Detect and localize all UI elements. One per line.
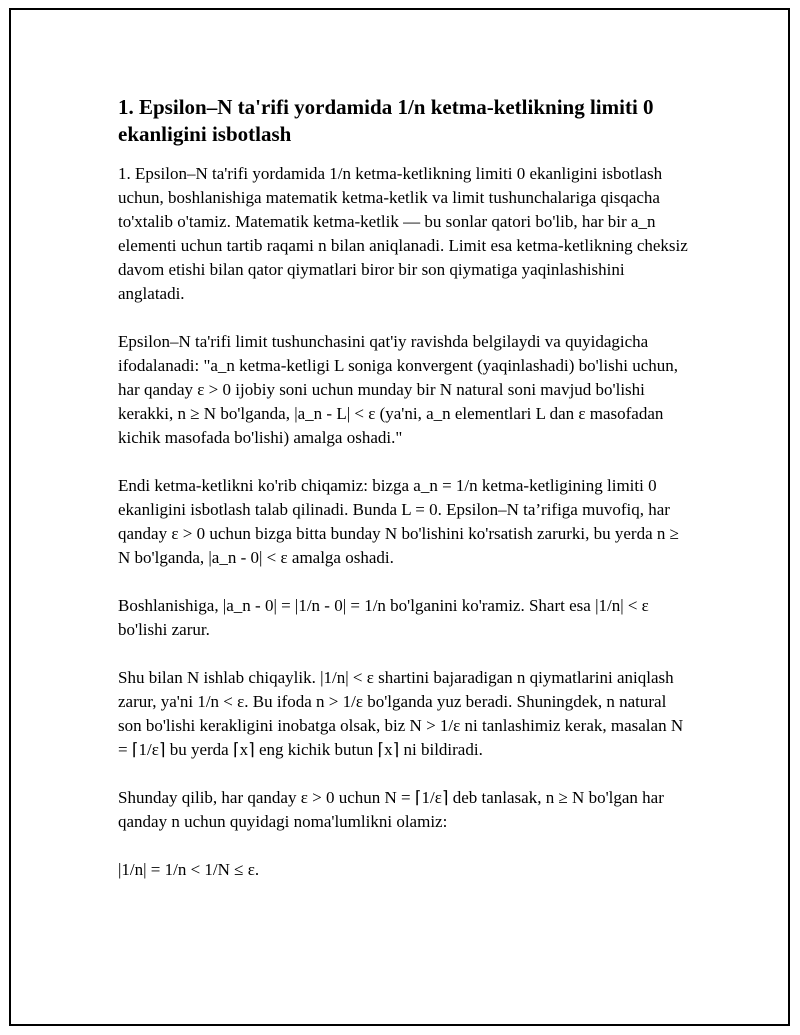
document-body — [118, 94, 690, 906]
document-title: 1. Epsilon–N ta'rifi yordamida 1/n ketma-ketlikning limiti 0 ekanligini isbotlash — [118, 95, 654, 146]
paragraph-sequence: Endi ketma-ketlikni ko'rib chiqamiz: bizga a_n = 1/n ketma-ketligining limiti 0 ekanligini isbotlash talab qilinadi. Bunda L = 0. Epsilon–N ta’rifiga muvofiq, har qanday ε > 0 uchun bizga bitta bunday N bo'lishini ko'rsatish zarurki, bu yerda n ≥ N bo'lganda, |a_n - 0| < ε amalga oshadi. — [118, 476, 679, 567]
paragraph-difference: Boshlanishiga, |a_n - 0| = |1/n - 0| = 1/n bo'lganini ko'ramiz. Shart esa |1/n| < ε bo'lishi zarur. — [118, 596, 649, 639]
paragraph-definition: Epsilon–N ta'rifi limit tushunchasini qat'iy ravishda belgilaydi va quyidagicha ifodalanadi: "a_n ketma-ketligi L soniga konvergent (yaqinlashadi) bo'lishi uchun, har qanday ε > 0 ijobiy soni uchun munday bir N natural soni mavjud bo'lishi kerakki, n ≥ N bo'lganda, |a_n - L| < ε (ya'ni, a_n elementlari L dan ε masofadan kichik masofada bo'lishi) amalga oshadi." — [118, 332, 679, 447]
paragraph-intro: 1. Epsilon–N ta'rifi yordamida 1/n ketma-ketlikning limiti 0 ekanligini isbotlash uchun, boshlanishiga matematik ketma-ketlik va limit tushunchalariga qisqacha to'xtalib o'tamiz. Matematik ketma-ketlik — bu sonlar qatori bo'lib, har bir a_n elementi uchun tartib raqami n bilan aniqlanadi. Limit esa ketma-ketlikning cheksiz davom etishi bilan qator qiymatlari biror bir son qiymatiga yaqinlashishini anglatadi. — [118, 164, 688, 303]
paragraph-conclusion: Shunday qilib, har qanday ε > 0 uchun N = ⌈1/ε⌉ deb tanlasak, n ≥ N bo'lgan har qanday n uchun quyidagi noma'lumlikni olamiz: — [118, 788, 664, 831]
paragraph-choose-n: Shu bilan N ishlab chiqaylik. |1/n| < ε shartini bajaradigan n qiymatlarini aniqlash zarur, ya'ni 1/n < ε. Bu ifoda n > 1/ε bo'lganda yuz beradi. Shuningdek, n natural son bo'lishi kerakligini inobatga olsak, biz N > 1/ε ni tanlashimiz kerak, masalan N = ⌈1/ε⌉ bu yerda ⌈x⌉ eng kichik butun ⌈x⌉ ni bildiradi. — [118, 668, 684, 759]
paragraph-inequality: |1/n| = 1/n < 1/N ≤ ε. — [118, 860, 260, 879]
